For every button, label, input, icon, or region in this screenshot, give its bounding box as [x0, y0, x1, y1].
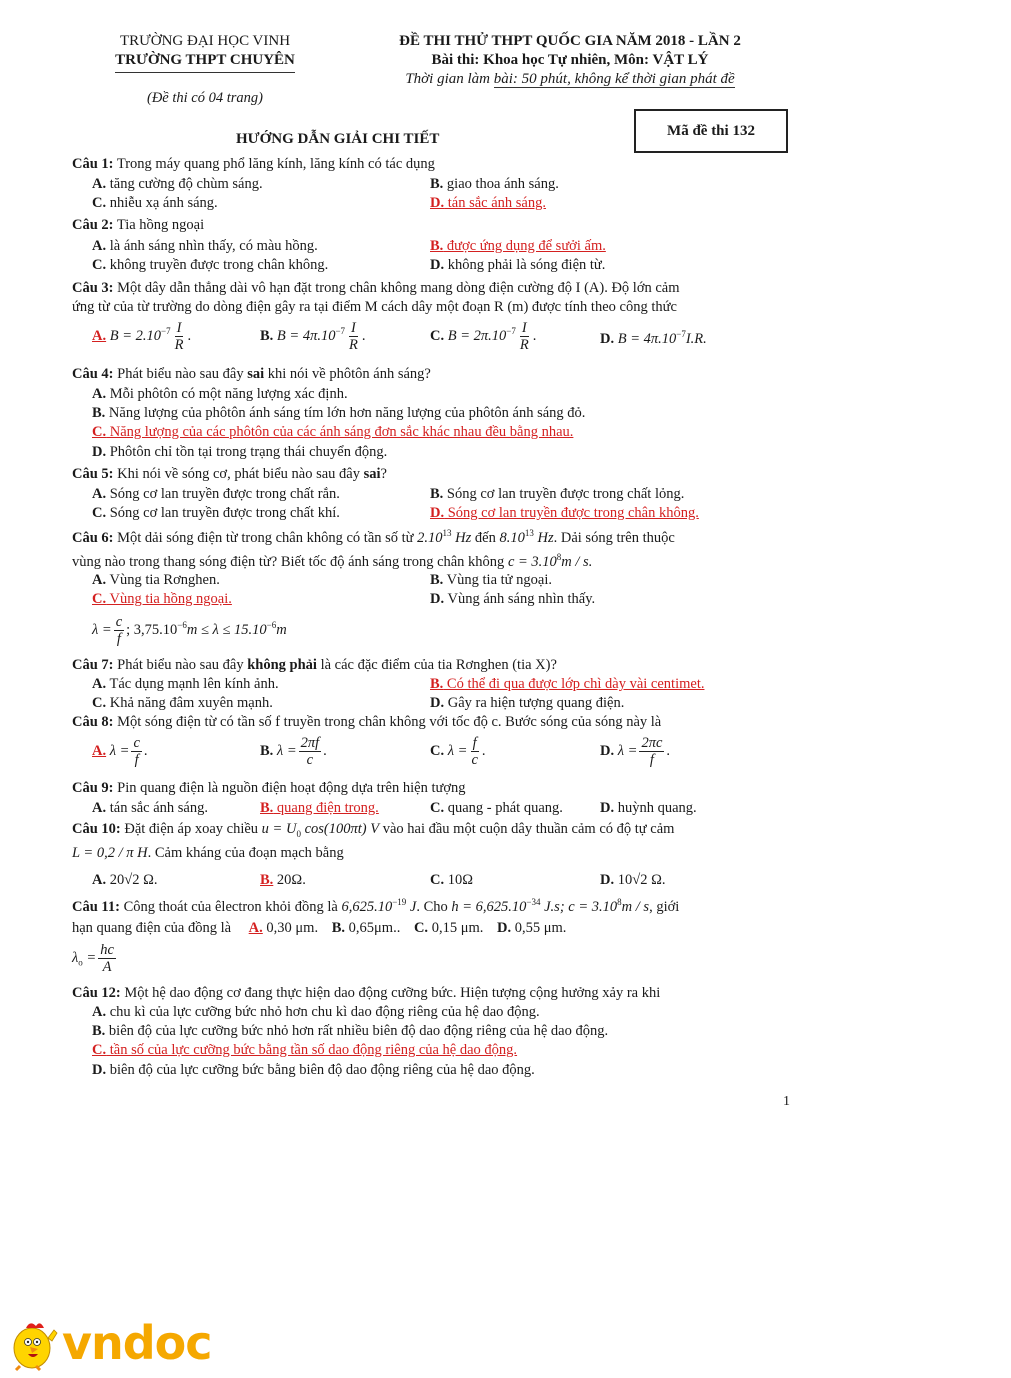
vndoc-logo[interactable]: [6, 1318, 226, 1373]
option-d: D. không phải là sóng điện từ.: [430, 257, 606, 273]
school-header: [95, 32, 315, 73]
option-b-correct: B. quang điện trong.: [260, 800, 379, 816]
time-underlined: bài: 50 phút, không kể thời gian phát đề: [493, 71, 735, 87]
option-d: D. huỳnh quang.: [600, 800, 697, 816]
question-11-cont: hạn quang điện của đồng là A. 0,30 μm. B. 0,65μm.. C. 0,15 μm. D. 0,55 μm.: [72, 920, 567, 936]
question-3-cont: ứng từ của từ trường do dòng điện gây ra tại điểm M cách dây một đoạn R (m) được tính theo công thức: [72, 299, 677, 315]
question-text: Trong máy quang phổ lăng kính, lăng kính có tác dụng: [113, 156, 435, 172]
exam-code: Mã đề thi 132: [667, 122, 755, 139]
option-c-correct: C. Năng lượng của các phôtôn của các ánh sáng đơn sắc khác nhau đều bằng nhau.: [92, 424, 574, 440]
option-c: C. nhiễu xạ ánh sáng.: [92, 195, 218, 211]
logo-text: vndoc: [62, 1316, 212, 1370]
option-b: B. λ = $\frac{2\pi f}{c}$ .: [260, 735, 327, 768]
question-2: Câu 2: Tia hồng ngoại: [72, 217, 205, 233]
solution-6: λ = $\frac{c}{f}$ ; $3,75.10^{-6}m \le \lambda \le 15.10^{-6}m$: [92, 614, 287, 647]
option-a: A. tăng cường độ chùm sáng.: [92, 176, 263, 192]
question-12: Câu 12: Một hệ dao động cơ đang thực hiện dao động cưỡng bức. Hiện tượng cộng hưởng xảy ra khi: [72, 985, 661, 1001]
option-b-correct: B. Có thể đi qua được lớp chì dày vài centimet.: [430, 676, 705, 692]
question-10-cont: L = 0,2 / π H. Cảm kháng của đoạn mạch bằng: [72, 845, 344, 861]
option-b: B. 0,65μm..: [331, 920, 401, 936]
option-d: D. Phôtôn chỉ tồn tại trong trạng thái chuyển động.: [92, 444, 388, 460]
pages-note: (Đề thi có 04 trang): [147, 90, 263, 106]
option-d: D. 10√2 Ω.: [600, 872, 666, 888]
time-line: [360, 70, 780, 89]
question-3: Câu 3: Một dây dẫn thẳng dài vô hạn đặt trong chân không mang dòng điện cường độ I (A). Độ lớn cảm: [72, 280, 680, 296]
option-a: A. Tác dụng mạnh lên kính ảnh.: [92, 676, 279, 692]
question-9: Câu 9: Pin quang điện là nguồn điện hoạt động dựa trên hiện tượng: [72, 780, 466, 796]
university-name: TRƯỜNG ĐẠI HỌC VINH: [119, 33, 291, 49]
option-d: D. biên độ của lực cưỡng bức bằng biên độ dao động riêng của hệ dao động.: [92, 1062, 535, 1078]
option-b: B. giao thoa ánh sáng.: [430, 176, 559, 192]
time-prefix: Thời gian làm: [405, 71, 494, 87]
option-c: C. Khả năng đâm xuyên mạnh.: [92, 695, 273, 711]
option-a: A. 20√2 Ω.: [92, 872, 158, 888]
option-a: A. Vùng tia Rơnghen.: [92, 572, 220, 588]
question-6-cont: vùng nào trong thang sóng điện từ? Biết tốc độ ánh sáng trong chân không $c = 3.10^8m / s$.: [72, 552, 593, 570]
option-b: B. biên độ của lực cưỡng bức nhỏ hơn rất nhiều biên độ dao động riêng của hệ dao động.: [92, 1023, 609, 1039]
solution-11: $\lambda_o$ = $\frac{hc}{A}$: [72, 942, 114, 975]
option-d: D. λ = $\frac{2\pi c}{f}$ .: [600, 735, 671, 768]
guide-title: HƯỚNG DẪN GIẢI CHI TIẾT: [236, 131, 440, 147]
option-b-correct: B. 20Ω.: [260, 872, 306, 888]
option-d-correct: D. Sóng cơ lan truyền được trong chân không.: [430, 505, 699, 521]
option-c-correct: C. tần số của lực cưỡng bức bằng tần số dao động riêng của hệ dao động.: [92, 1042, 518, 1058]
option-c: C. 10Ω: [430, 872, 474, 888]
option-a: A. tán sắc ánh sáng.: [92, 800, 208, 816]
exam-header: [360, 32, 780, 89]
option-b: B. Năng lượng của phôtôn ánh sáng tím lớn hơn năng lượng của phôtôn ánh sáng đỏ.: [92, 405, 586, 421]
option-d: D. Vùng ánh sáng nhìn thấy.: [430, 591, 596, 607]
option-c: C. 0,15 μm.: [413, 920, 484, 936]
option-a: A. là ánh sáng nhìn thấy, có màu hồng.: [92, 238, 318, 254]
option-a: A. chu kì của lực cưỡng bức nhỏ hơn chu kì dao động riêng của hệ dao động.: [92, 1004, 540, 1020]
option-b: B. Sóng cơ lan truyền được trong chất lỏng.: [430, 486, 685, 502]
page-number: 1: [783, 1094, 790, 1109]
option-d: D. 0,55 μm.: [497, 920, 567, 936]
option-b: B. Vùng tia tử ngoại.: [430, 572, 552, 588]
question-10: Câu 10: Đặt điện áp xoay chiều $u = U_0$ cos(100πt) V vào hai đầu một cuộn dây thuần cảm có độ tự cảm: [72, 821, 675, 839]
option-b: B. $B = 4\pi.10^{-7}$ $\frac{I}{R}$ .: [260, 320, 366, 353]
school-name: TRƯỜNG THPT CHUYÊN: [115, 51, 295, 73]
option-c: C. Sóng cơ lan truyền được trong chất khí.: [92, 505, 340, 521]
option-a-correct: A.: [248, 920, 263, 936]
question-label: Câu 1:: [72, 156, 114, 172]
exam-code-box: [634, 109, 788, 153]
option-b-correct: B. được ứng dụng để sưởi ấm.: [430, 238, 606, 254]
option-a-correct: A. $B = 2.10^{-7}$ $\frac{I}{R}$ .: [92, 320, 192, 353]
option-c: C. không truyền được trong chân không.: [92, 257, 329, 273]
exam-title: ĐỀ THI THỬ THPT QUỐC GIA NĂM 2018 - LẦN 2: [399, 33, 741, 49]
option-a-correct: A. λ = $\frac{c}{f}$ .: [92, 735, 148, 768]
question-4: Câu 4: Phát biểu nào sau đây sai khi nói về phôtôn ánh sáng?: [72, 366, 431, 382]
question-11: Câu 11: Công thoát của êlectron khỏi đồng là $6,625.10^{-19}$ J. Cho $h = 6,625.10^{-34}$ J.s; $c = 3.10^8m / s$, giới: [72, 897, 680, 915]
option-d: D. $B = 4\pi.10^{-7}I.R$.: [600, 329, 707, 347]
question-8: Câu 8: Một sóng điện từ có tần số f truyền trong chân không với tốc độ c. Bước sóng của sóng này là: [72, 714, 662, 730]
question-1: [72, 156, 435, 173]
option-a: A. Sóng cơ lan truyền được trong chất rắn.: [92, 486, 340, 502]
option-c: C. $B = 2\pi.10^{-7}$ $\frac{I}{R}$ .: [430, 320, 537, 353]
option-c-correct: C. Vùng tia hồng ngoại.: [92, 591, 232, 607]
question-5: Câu 5: Khi nói về sóng cơ, phát biểu nào sau đây sai?: [72, 466, 387, 482]
question-7: Câu 7: Phát biểu nào sau đây không phải là các đặc điểm của tia Rơnghen (tia X)?: [72, 657, 557, 673]
option-a: A. Mỗi phôtôn có một năng lượng xác định.: [92, 386, 348, 402]
option-c: C. quang - phát quang.: [430, 800, 563, 816]
option-d-correct: D. tán sắc ánh sáng.: [430, 195, 546, 211]
option-c: C. λ = $\frac{f}{c}$ .: [430, 735, 486, 768]
option-d: D. Gây ra hiện tượng quang điện.: [430, 695, 625, 711]
question-6: Câu 6: Một dải sóng điện từ trong chân không có tần số từ 2.10$^{13}$ Hz đến 8.10$^{13}$ Hz. Dải sóng trên thuộc: [72, 528, 675, 546]
subject-line: Bài thi: Khoa học Tự nhiên, Môn: VẬT LÝ: [431, 52, 709, 68]
